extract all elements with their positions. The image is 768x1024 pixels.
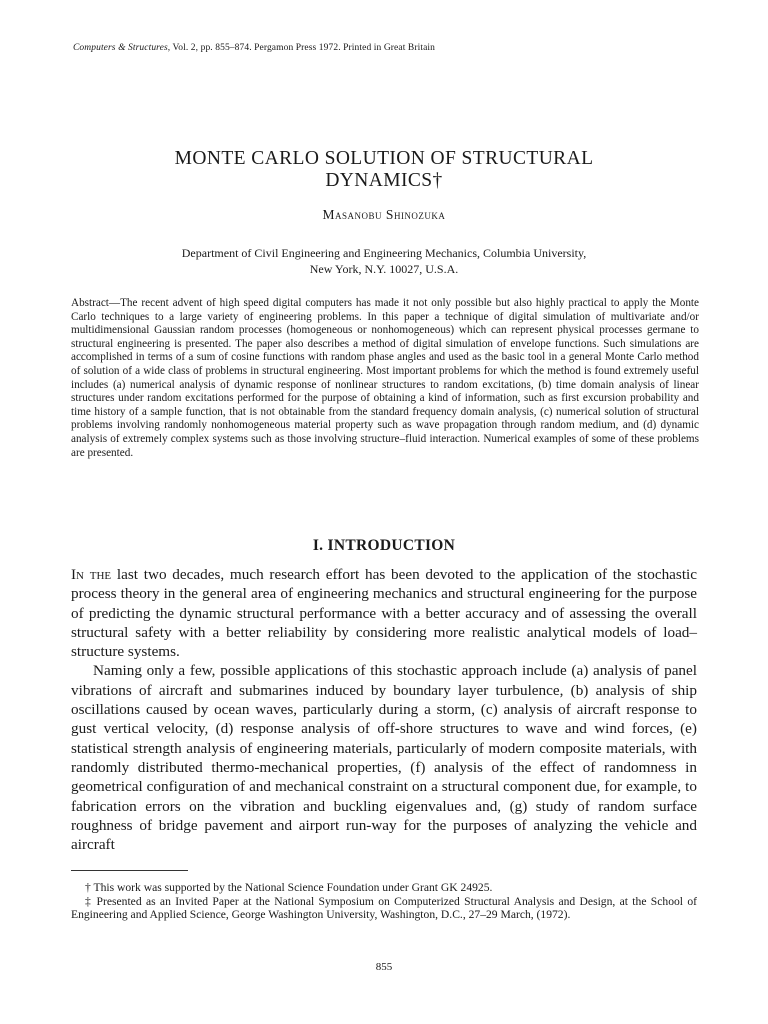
intro-lead-words: In the: [71, 566, 112, 583]
footnote-2: ‡ Presented as an Invited Paper at the National Symposium on Computerized Structural Analysis and Design, at the School of Engineering and Applied Science, George Washington University, Washington, D.C., 27–29 March, (1972).: [71, 894, 697, 921]
footnote-divider: [71, 870, 188, 871]
footnotes: [71, 881, 697, 922]
affiliation-line-2: New York, N.Y. 10027, U.S.A.: [309, 262, 459, 276]
intro-paragraph-1-text: last two decades, much research effort has been devoted to the application of the stochastic process theory in the general area of engineering mechanics and structural engineering for the purpose of predicting the dynamic structural performance with a better accuracy and of assessing the overall structural safety with a better reliability by considering more realistic analytical models of load–structure systems.: [71, 566, 698, 661]
introduction-body: [71, 565, 697, 854]
journal-name: Computers & Structures,: [73, 43, 171, 53]
footnote-1: † This work was supported by the National Science Foundation under Grant GK 24925.: [85, 881, 493, 894]
journal-header: [73, 43, 435, 53]
title-line-1: MONTE CARLO SOLUTION OF STRUCTURAL: [174, 148, 594, 169]
title-line-2: DYNAMICS†: [325, 170, 443, 191]
abstract-label: Abstract: [71, 297, 109, 309]
author-name: Masanobu Shinozuka: [322, 207, 446, 222]
abstract-text: —The recent advent of high speed digital computers has made it not only possible but also highly practical to apply the Monte Carlo techniques to a large variety of engineering problems. In this paper a technique of digital simulation of multivariate and/or multidimensional Gaussian random processes (homogeneous or nonhomogeneous) which can represent physical processes germane to structural engineering is presented. The paper also describes a method of digital simulation of envelope functions. Such simulations are accomplished in terms of a sum of cosine functions with random phase angles and used as the basic tool in a general Monte Carlo method of solution of a wide class of problems in structural engineering. Most important problems for which the method is found extremely useful includes (a) numerical analysis of dynamic response of nonlinear structures to random excitations, (b) time domain analysis of linear structures under random excitations performed for the purpose of obtaining a kind of information, such as first excursion probability and time history of a sample function, that is not obtainable from the standard frequency domain analysis, (c) numerical solution of structural problems involving randomly nonhomogeneous material property such as wave propagation through random medium, and (d) dynamic analysis of extremely complex systems such as those involving structure–fluid interaction. Numerical examples of some of these problems are presented.: [71, 297, 699, 459]
journal-citation: Vol. 2, pp. 855–874. Pergamon Press 1972. Printed in Great Britain: [170, 43, 435, 53]
intro-paragraph-2: Naming only a few, possible applications of this stochastic approach include (a) analysis of panel vibrations of aircraft and submarines induced by boundary layer turbulence, (b) analysis of ship oscillations caused by ocean waves, particularly during a storm, (c) analysis of aircraft response to gust vertical velocity, (d) response analysis of off-shore structures to wave and wind forces, (e) statistical strength analysis of engineering materials, particularly of modern composite materials, with randomly distributed thermo-mechanical properties, (f) analysis of the effect of randomness in geometrical configuration of and mechanical constraint on a structural component due, for example, to fabrication errors on the vibration and buckling eigenvalues and, (g) study of random surface roughness of bridge pavement and airport run-way for the purposes of analyzing the vehicle and aircraft: [71, 662, 697, 854]
abstract: [71, 297, 699, 460]
section-heading: I. INTRODUCTION: [312, 537, 456, 554]
author-affiliation: [90, 245, 678, 277]
intro-paragraph-1: [71, 565, 697, 661]
paper-title: [0, 148, 768, 192]
affiliation-line-1: Department of Civil Engineering and Engineering Mechanics, Columbia University,: [181, 246, 587, 260]
page-number: 855: [375, 961, 393, 973]
